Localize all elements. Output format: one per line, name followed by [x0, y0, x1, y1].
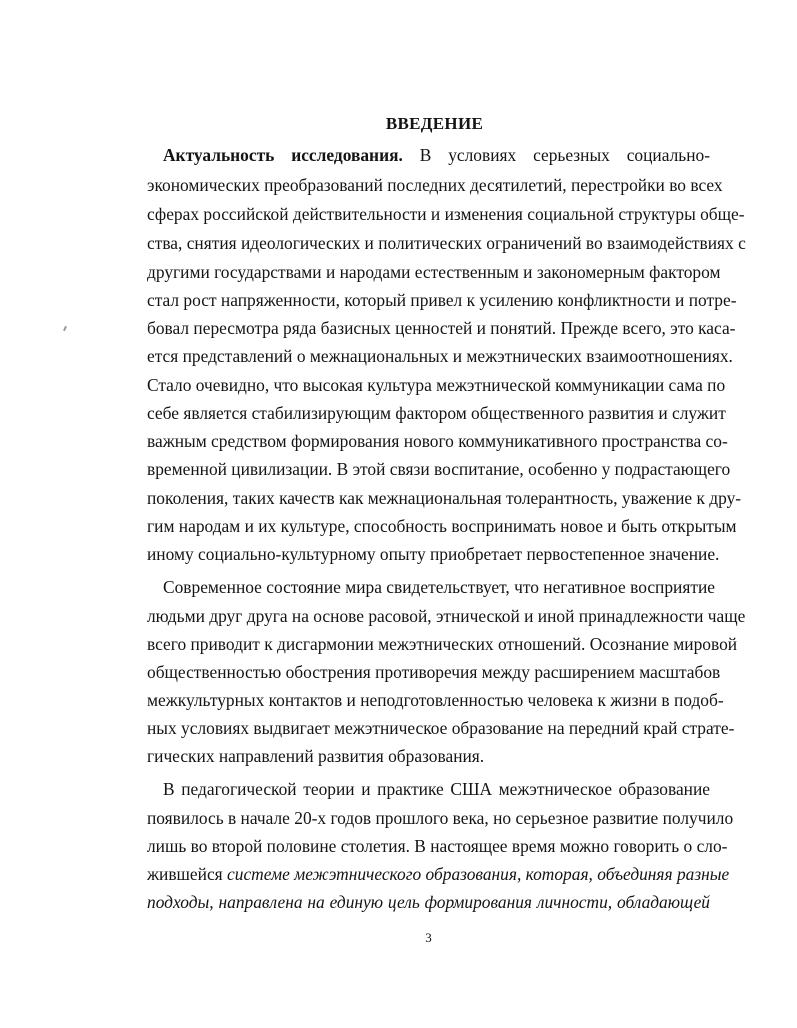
- paragraph3-line4-plain: жившейся: [147, 864, 223, 884]
- paragraph1-lead: Актуальность исследования.: [163, 145, 403, 165]
- paragraph2-line: ных условиях выдвигает межэтническое образование на передний край страте-: [147, 718, 735, 738]
- paragraph1-line: поколения, таких качеств как межнациональная толерантность, уважение к дру-: [147, 488, 742, 508]
- paragraph3-line: [147, 864, 730, 884]
- paragraph1-line: гим народам и их культуре, способность воспринимать новое и быть открытым: [147, 516, 737, 536]
- paragraph1-line1: [163, 145, 710, 165]
- paragraph2-line: всего приводит к дисгармонии межэтнических отношений. Осознание мировой: [147, 634, 738, 654]
- scan-speck: [63, 326, 67, 331]
- paragraph3-line4-italic: системе межэтнического образования, которая, объединяя разные: [227, 864, 730, 884]
- paragraph1-line: важным средством формирования нового коммуникативного пространства со-: [147, 431, 728, 451]
- paragraph1-line: стал рост напряженности, который привел к усилению конфликтности и потре-: [147, 290, 737, 310]
- paragraph3-line: появилось в начале 20-х годов прошлого века, но серьезное развитие получило: [147, 808, 734, 828]
- paragraph2-line: межкультурных контактов и неподготовленностью человека к жизни в подоб-: [147, 690, 724, 710]
- paragraph1-line: ства, снятия идеологических и политических ограничений во взаимодействиях с: [147, 233, 746, 253]
- paragraph2-line: Современное состояние мира свидетельствует, что негативное восприятие: [163, 577, 715, 597]
- paragraph1-line: ется представлений о межнациональных и межэтнических взаимоотношениях.: [147, 346, 733, 366]
- section-heading: ВВЕДЕНИЕ: [385, 114, 484, 133]
- paragraph2-line: общественностью обострения противоречия между расширением масштабов: [147, 662, 721, 682]
- paragraph1-line: иному социально-культурному опыту приобретает первостепенное значение.: [147, 544, 720, 564]
- paragraph3-line: подходы, направлена на единую цель формирования личности, обладающей: [147, 892, 710, 912]
- page-number: 3: [425, 930, 432, 945]
- paragraph1-line: себе является стабилизирующим фактором общественного развития и служит: [147, 403, 726, 423]
- paragraph1-line: другими государствами и народами естественным и закономерным фактором: [147, 262, 721, 282]
- paragraph2-line: гических направлений развития образования.: [147, 746, 485, 766]
- paragraph1-line: экономических преобразований последних десятилетий, перестройки во всех: [147, 175, 723, 195]
- paragraph1-line: бовал пересмотра ряда базисных ценностей и понятий. Прежде всего, это каса-: [147, 318, 736, 338]
- paragraph3-line: лишь во второй половине столетия. В настоящее время можно говорить о сло-: [147, 836, 728, 856]
- paragraph1-line1-rest: В условиях серьезных социально-: [419, 145, 710, 165]
- paragraph1-line: Стало очевидно, что высокая культура межэтнической коммуникации сама по: [147, 375, 726, 395]
- paragraph2-line: людьми друг друга на основе расовой, этнической и иной принадлежности чаще: [147, 606, 746, 626]
- paragraph1-line: временной цивилизации. В этой связи воспитание, особенно у подрастающего: [147, 459, 731, 479]
- paragraph1-line: сферах российской действительности и изменения социальной структуры обще-: [147, 204, 745, 224]
- paragraph3-line: В педагогической теории и практике США межэтническое образование: [163, 779, 710, 799]
